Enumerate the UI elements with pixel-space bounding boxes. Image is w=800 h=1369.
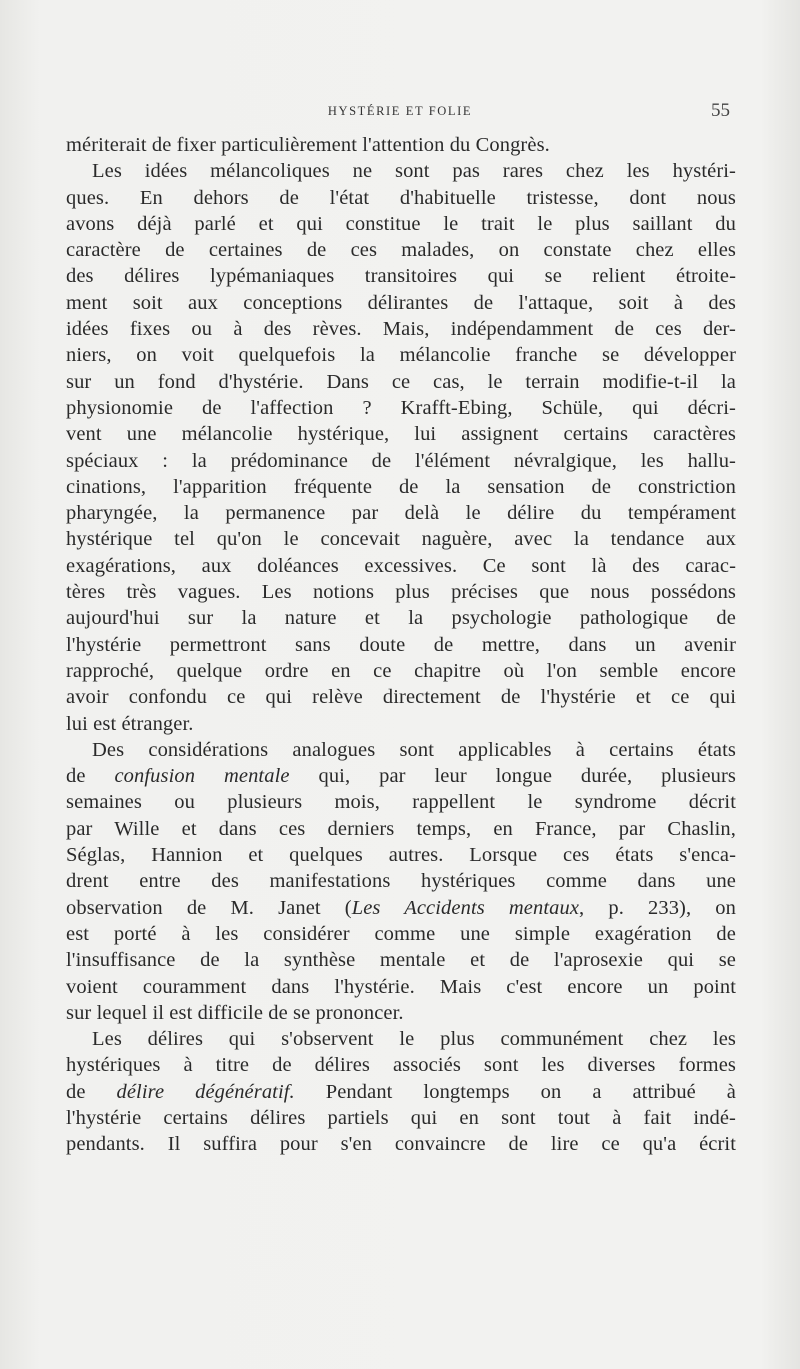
text-line (66, 789, 736, 815)
text-segment: semaines ou plusieurs mois, rappellent le syndrome décrit (66, 791, 736, 814)
text-segment: pharyngée, la permanence par delà le délire du tempérament (66, 502, 736, 525)
text-segment: voient couramment dans l'hystérie. Mais c'est encore un point (66, 975, 736, 998)
text-segment: idées fixes ou à des rèves. Mais, indépendamment de ces der- (66, 318, 736, 341)
text-line (66, 263, 736, 289)
text-segment: Séglas, Hannion et quelques autres. Lorsque ces états s'enca- (66, 844, 736, 867)
text-line (66, 290, 736, 316)
text-segment: avoir confondu ce qui relève directement de l'hystérie et ce qui (66, 686, 736, 709)
text-segment: observation de M. Janet ( (66, 896, 352, 919)
text-segment: rapproché, quelque ordre en ce chapitre où l'on semble encore (66, 659, 736, 682)
text-line (66, 947, 736, 973)
italic-text: délire dégénératif. (116, 1080, 295, 1103)
text-segment: l'hystérie certains délires partiels qui en sont tout à fait indé- (66, 1106, 736, 1129)
text-segment: , p. 233), on (579, 896, 736, 919)
text-segment: de (66, 765, 115, 788)
text-line (66, 1000, 736, 1026)
text-line (66, 711, 736, 737)
text-line (66, 395, 736, 421)
text-segment: cinations, l'apparition fréquente de la sensation de constriction (66, 475, 736, 498)
text-line (66, 316, 736, 342)
text-segment: vent une mélancolie hystérique, lui assignent certains caractères (66, 423, 736, 446)
text-line (66, 369, 736, 395)
text-segment: ques. En dehors de l'état d'habituelle tristesse, dont nous (66, 186, 736, 209)
page-number: 55 (711, 100, 730, 121)
text-segment: pendants. Il suffira pour s'en convaincre de lire ce qu'a écrit (66, 1133, 736, 1156)
text-line (66, 1079, 736, 1105)
text-line (66, 158, 736, 184)
text-line (66, 605, 736, 631)
text-segment: Pendant longtemps on a attribué à (294, 1080, 737, 1103)
text-line (66, 579, 736, 605)
text-line (66, 763, 736, 789)
text-line (66, 632, 736, 658)
text-segment: caractère de certaines de ces malades, on constate chez elles (66, 239, 736, 262)
text-line (66, 868, 736, 894)
text-segment: ment soit aux conceptions délirantes de l'attaque, soit à des (66, 291, 736, 314)
text-line (66, 342, 736, 368)
text-line (66, 1105, 736, 1131)
text-segment: niers, on voit quelquefois la mélancolie franche se développer (66, 344, 736, 367)
text-segment: Les idées mélancoliques ne sont pas rares chez les hystéri- (92, 160, 736, 183)
text-segment: sur un fond d'hystérie. Dans ce cas, le terrain modifie-t-il la (66, 370, 736, 393)
text-line (66, 816, 736, 842)
text-segment: lui est étranger. (66, 712, 194, 735)
text-line (66, 684, 736, 710)
text-segment: par Wille et dans ces derniers temps, en France, par Chaslin, (66, 817, 736, 840)
italic-text: confusion mentale (114, 765, 290, 788)
text-line (66, 658, 736, 684)
text-segment: physionomie de l'affection ? Krafft-Ebing, Schüle, qui décri- (66, 396, 736, 419)
italic-text: Les Accidents mentaux (351, 896, 580, 919)
text-line (66, 553, 736, 579)
text-segment: qui, par leur longue durée, plusieurs (289, 765, 737, 788)
text-segment: spéciaux : la prédominance de l'élément névralgique, les hallu- (66, 449, 736, 472)
text-line (66, 526, 736, 552)
text-line (66, 185, 736, 211)
text-segment: aujourd'hui sur la nature et la psychologie pathologique de (66, 607, 736, 630)
body-text (66, 132, 736, 1158)
text-segment: avons déjà parlé et qui constitue le trait le plus saillant du (66, 212, 736, 235)
text-line (66, 737, 736, 763)
running-head (0, 100, 800, 126)
text-line (66, 421, 736, 447)
text-segment: sur lequel il est difficile de se prononcer. (66, 1001, 404, 1024)
text-line (66, 500, 736, 526)
text-segment: drent entre des manifestations hystériques comme dans une (66, 870, 736, 893)
text-line (66, 1052, 736, 1078)
text-line (66, 132, 736, 158)
text-segment: mériterait de fixer particulièrement l'attention du Congrès. (66, 134, 550, 156)
text-segment: Les délires qui s'observent le plus communément chez les (92, 1028, 736, 1051)
text-line (66, 237, 736, 263)
text-line (66, 474, 736, 500)
text-segment: l'hystérie permettront sans doute de mettre, dans un avenir (66, 633, 736, 656)
text-segment: est porté à les considérer comme une simple exagération de (66, 922, 736, 945)
text-segment: de (66, 1080, 117, 1103)
text-segment: des délires lypémaniaques transitoires qui se relient étroite- (66, 265, 736, 288)
text-line (66, 211, 736, 237)
text-segment: exagérations, aux doléances excessives. Ce sont là des carac- (66, 554, 736, 577)
text-line (66, 842, 736, 868)
text-line (66, 895, 736, 921)
running-title: HYSTÉRIE ET FOLIE (327, 104, 473, 118)
text-line (66, 448, 736, 474)
text-line (66, 1131, 736, 1157)
text-line (66, 974, 736, 1000)
text-line (66, 921, 736, 947)
text-segment: hystérique tel qu'on le concevait naguère, avec la tendance aux (66, 528, 736, 551)
text-segment: tères très vagues. Les notions plus précises que nous possédons (66, 581, 736, 604)
text-segment: hystériques à titre de délires associés sont les diverses formes (66, 1054, 736, 1077)
text-segment: Des considérations analogues sont applicables à certains états (92, 738, 736, 761)
text-line (66, 1026, 736, 1052)
text-segment: l'insuffisance de la synthèse mentale et de l'aprosexie qui se (66, 949, 736, 972)
